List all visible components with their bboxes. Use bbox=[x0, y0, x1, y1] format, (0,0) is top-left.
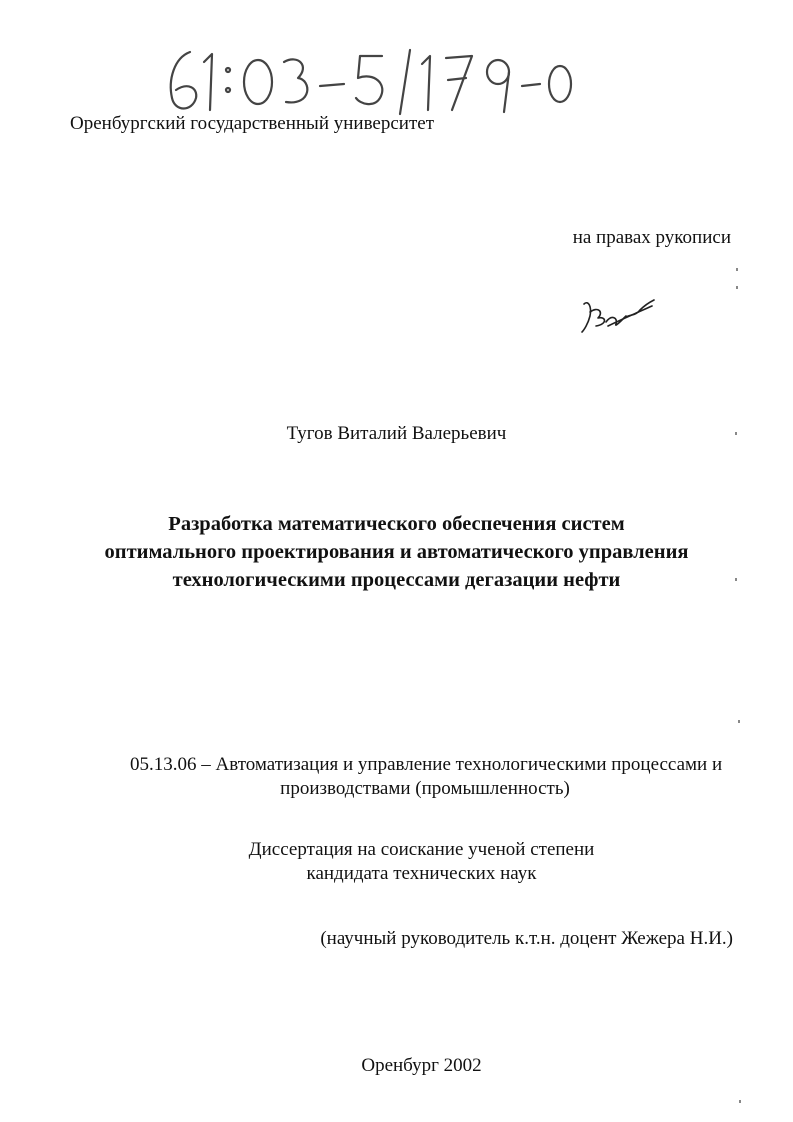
title-line: Разработка математического обеспечения систем bbox=[168, 513, 625, 535]
specialty bbox=[130, 753, 723, 801]
title-line: технологическими процессами дегазации нефти bbox=[172, 569, 621, 591]
signature bbox=[578, 290, 658, 340]
handwritten-registration-code bbox=[160, 40, 620, 120]
specialty-line: 05.13.06 – Автоматизация и управление технологическими процессами и bbox=[130, 754, 723, 775]
scan-speck bbox=[735, 578, 737, 581]
degree-statement bbox=[0, 838, 793, 886]
scan-speck bbox=[736, 286, 738, 289]
specialty-line: производствами (промышленность) bbox=[280, 778, 570, 799]
degree-line: кандидата технических наук bbox=[306, 863, 537, 884]
rights-note: на правах рукописи bbox=[572, 227, 731, 248]
scan-speck bbox=[736, 268, 738, 271]
university-name: Оренбургский государственный университет bbox=[70, 113, 435, 134]
degree-line: Диссертация на соискание ученой степени bbox=[248, 839, 595, 860]
dissertation-title bbox=[0, 510, 793, 594]
scan-speck bbox=[735, 432, 737, 435]
author-name: Тугов Виталий Валерьевич bbox=[286, 423, 507, 444]
supervisor: (научный руководитель к.т.н. доцент Жежера Н.И.) bbox=[320, 928, 733, 949]
scan-speck bbox=[738, 720, 740, 723]
city-year: Оренбург 2002 bbox=[361, 1055, 482, 1076]
title-line: оптимального проектирования и автоматического управления bbox=[104, 541, 689, 563]
scan-speck bbox=[739, 1100, 741, 1103]
